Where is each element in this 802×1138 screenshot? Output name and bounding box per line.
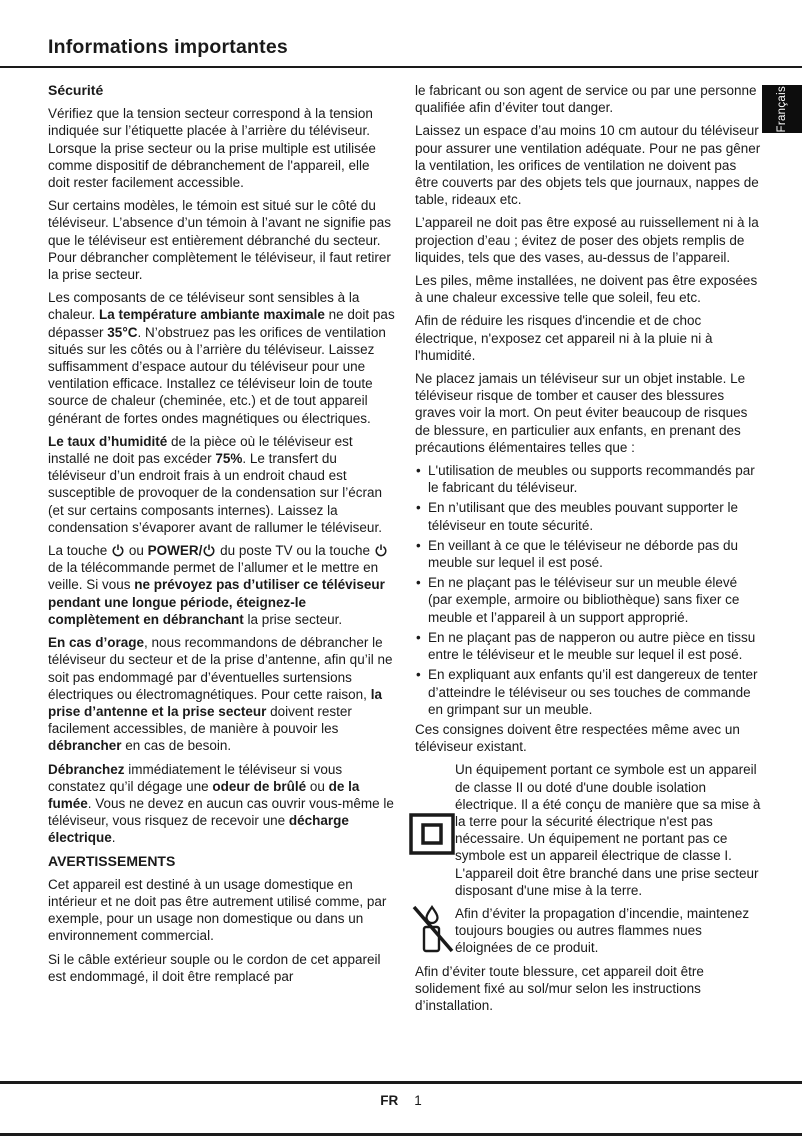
paragraph	[48, 761, 395, 847]
language-tab	[762, 85, 802, 133]
text-run: En ne plaçant pas le téléviseur sur un meuble élevé (par exemple, armoire ou bibliothèque) sans fixer ce meuble et l’appareil à un support approprié.	[428, 575, 740, 625]
text-run: Afin d’éviter la propagation d’incendie, maintenez toujours bougies ou autres flammes nues éloignées de ce produit.	[455, 905, 750, 956]
bold-text-run: En cas d’orage	[48, 635, 145, 651]
paragraph	[415, 721, 762, 755]
power-icon	[203, 544, 215, 557]
paragraph	[48, 542, 395, 628]
right-column	[415, 82, 762, 1020]
text-run: de la télécommande permet de l’allumer et le mettre en veille. Si vous	[48, 560, 379, 593]
text-run: Sur certains modèles, le témoin est situé sur le côté du téléviseur. L’absence d’un témoin à l’avant ne signifie pas que le téléviseur est entièrement débranché du secteur. Pour débrancher complètement le téléviseur, il faut retirer la prise secteur.	[48, 198, 391, 283]
text-run: immédiatement le téléviseur si vous constatez qu’il dégage une	[48, 761, 343, 794]
paragraph	[48, 876, 395, 945]
bold-text-run: débrancher	[48, 738, 122, 754]
text-run: . Le transfert du téléviseur d’un endroit frais à un endroit chaud est susceptible de provoquer de la condensation sur l’écran (et sur certains composants internes). Laissez la condensation s’évaporer avant de rallumer le téléviseur.	[48, 451, 382, 535]
text-run: . N’obstruez pas les orifices de ventilation situés sur les côtés ou à l’arrière du téléviseur. Laissez suffisamment d’espace autour du téléviseur pour une ventilation efficace. Installez ce téléviseur loin de toute source de chaleur (cheminée, etc.) et de tout appareil générant de fortes ondes magnétiques ou électriques.	[48, 324, 386, 426]
bullet-item	[415, 499, 762, 533]
text-run: , nous recommandons de débrancher le téléviseur du secteur et de la prise d’antenne, afin qu’il ne soit pas endommagé par d’éventuelles surtensions électriques ou électromagnétiques. Pour cette raison,	[48, 635, 393, 702]
text-run: ou	[306, 778, 329, 794]
text-run: ne doit pas dépasser	[48, 307, 395, 340]
text-run: Si le câble extérieur souple ou le cordon de cet appareil est endommagé, il doit être remplacé par	[48, 951, 381, 984]
bullet-item	[415, 629, 762, 663]
text-run: la prise secteur.	[243, 611, 343, 627]
text-run: L’appareil ne doit pas être exposé au ruissellement ni à la projection d’eau ; évitez de poser des objets remplis de liquides, tels que des vases, au-dessus de l’appareil.	[415, 215, 759, 265]
bold-text-run: de la fumée	[48, 778, 360, 811]
bold-text-run: Débranchez	[48, 761, 125, 777]
bold-text-run: ne prévoyez pas d’utiliser ce téléviseur pendant une longue période, éteignez-le complètement en débranchant	[48, 577, 385, 627]
text-run: Afin de réduire les risques d'incendie et de choc électrique, n'exposez cet appareil ni à la pluie ni à l'humidité.	[415, 313, 713, 363]
footer-language-code: FR	[380, 1093, 399, 1108]
text-run: L'utilisation de meubles ou supports recommandés par le fabricant du téléviseur.	[428, 463, 755, 496]
paragraph	[415, 272, 762, 306]
left-column	[48, 82, 395, 1020]
icon-paragraph	[415, 905, 762, 957]
footer-page-number: 1	[414, 1093, 422, 1108]
text-run: de la pièce où le téléviseur est installé ne doit pas excéder	[48, 433, 353, 467]
icon-paragraph-text	[455, 761, 762, 899]
page-footer	[0, 1093, 802, 1108]
text-run: Afin d’éviter toute blessure, cet appareil doit être solidement fixé au sol/mur selon les instructions d’installation.	[415, 963, 704, 1013]
title-rule	[0, 66, 802, 68]
paragraph	[48, 634, 395, 754]
text-run: Cet appareil est destiné à un usage domestique en intérieur et ne doit pas être autrement utilisé comme, par exemple, pour un usage non domestique ou dans un environnement commercial.	[48, 876, 387, 944]
bold-text-run: Le taux d’humidité	[48, 433, 168, 449]
bold-text-run: odeur de brûlé	[212, 778, 307, 794]
page-title: Informations importantes	[48, 36, 288, 58]
bold-text-run: 35°C	[107, 324, 138, 340]
section-heading: Sécurité	[48, 82, 104, 98]
paragraph	[415, 214, 762, 266]
text-run: .	[111, 830, 116, 846]
text-run: En ne plaçant pas de napperon ou autre pièce en tissu entre le téléviseur et le meuble sur lequel il est posé.	[428, 629, 756, 663]
bold-text-run: La température ambiante maximale	[99, 307, 325, 323]
paragraph	[415, 370, 762, 456]
document-body	[48, 82, 762, 1020]
icon-paragraph	[415, 761, 762, 899]
text-run: doivent rester facilement accessibles, de manière à pouvoir les	[48, 703, 352, 737]
footer-rule	[0, 1081, 802, 1084]
paragraph	[48, 433, 395, 536]
bullet-item	[415, 666, 762, 718]
paragraph	[415, 963, 762, 1015]
text-run: Ne placez jamais un téléviseur sur un objet instable. Le téléviseur risque de tomber et causer des blessures graves voir la mort. On peut éviter beaucoup de risques de blessure, en particulier aux enfants, en prenant des précautions élémentaires telles que :	[415, 371, 748, 455]
double-insulation-icon	[409, 813, 455, 859]
text-run: Laissez un espace d’au moins 10 cm autour du téléviseur pour assurer une ventilation adéquate. Pour ne pas gêner la ventilation, les orifices de ventilation ne doivent pas être couverts par des objets tels que journaux, nappes de table, rideaux etc.	[415, 123, 761, 208]
text-run: en cas de besoin.	[121, 738, 232, 754]
paragraph	[48, 289, 395, 427]
paragraph	[48, 105, 395, 191]
icon-paragraph-text	[455, 905, 762, 957]
paragraph	[415, 312, 762, 364]
text-run: La touche	[48, 543, 112, 559]
text-run: du poste TV ou la touche	[216, 543, 374, 559]
bold-text-run: la prise d’antenne et la prise secteur	[48, 686, 382, 719]
text-run: Les piles, même installées, ne doivent pas être exposées à une chaleur excessive telle que soleil, feu etc.	[415, 273, 758, 306]
paragraph	[415, 82, 762, 116]
no-open-flame-icon	[412, 903, 454, 959]
power-icon	[112, 544, 124, 557]
text-run: Vérifiez que la tension secteur correspond à la tension indiquée sur l’étiquette placée à l’arrière du téléviseur. Lorsque la prise secteur ou la prise multiple est utilisée comme dispositif de débranchement de l'appareil, elle doit rester facilement accessible.	[48, 106, 376, 191]
text-run: En n’utilisant que des meubles pouvant supporter le téléviseur en toute sécurité.	[428, 500, 738, 533]
paragraph	[48, 951, 395, 985]
bold-text-run: 75%	[215, 451, 243, 467]
bold-text-run: décharge électrique	[48, 813, 349, 846]
text-run: Ces consignes doivent être respectées même avec un téléviseur existant.	[415, 721, 740, 755]
bullet-item	[415, 462, 762, 496]
text-run: En veillant à ce que le téléviseur ne déborde pas du meuble sur lequel il est posé.	[428, 537, 738, 571]
bottom-rule	[0, 1133, 802, 1136]
power-icon	[375, 544, 387, 557]
bullet-item	[415, 537, 762, 571]
text-run: le fabricant ou son agent de service ou par une personne qualifiée afin d’éviter tout danger.	[415, 83, 757, 116]
bold-text-run: POWER/	[147, 543, 203, 559]
paragraph	[48, 197, 395, 283]
section-heading: AVERTISSEMENTS	[48, 852, 176, 869]
paragraph	[415, 122, 762, 208]
bullet-item	[415, 574, 762, 626]
text-run: . Vous ne devez en aucun cas ouvrir vous-même le téléviseur, vous risquez de recevoir une	[48, 795, 394, 829]
text-run: Un équipement portant ce symbole est un appareil de classe II ou doté d'une double isolation électrique. Il a été conçu de manière que sa mise à la terre pour la sécurité électrique n'est pas nécessaire. Un équipement ne portant pas ce symbole est un appareil électrique de classe I. L'appareil doit être branché dans une prise secteur disposant d'une mise à la terre.	[455, 762, 761, 898]
language-tab-label: Français	[776, 85, 788, 133]
text-run: En expliquant aux enfants qu’il est dangereux de tenter d’atteindre le téléviseur ou ses touches de commande en grimpant sur un meuble.	[428, 667, 758, 717]
text-run: Les composants de ce téléviseur sont sensibles à la chaleur.	[48, 290, 360, 323]
text-run: ou	[125, 543, 148, 559]
